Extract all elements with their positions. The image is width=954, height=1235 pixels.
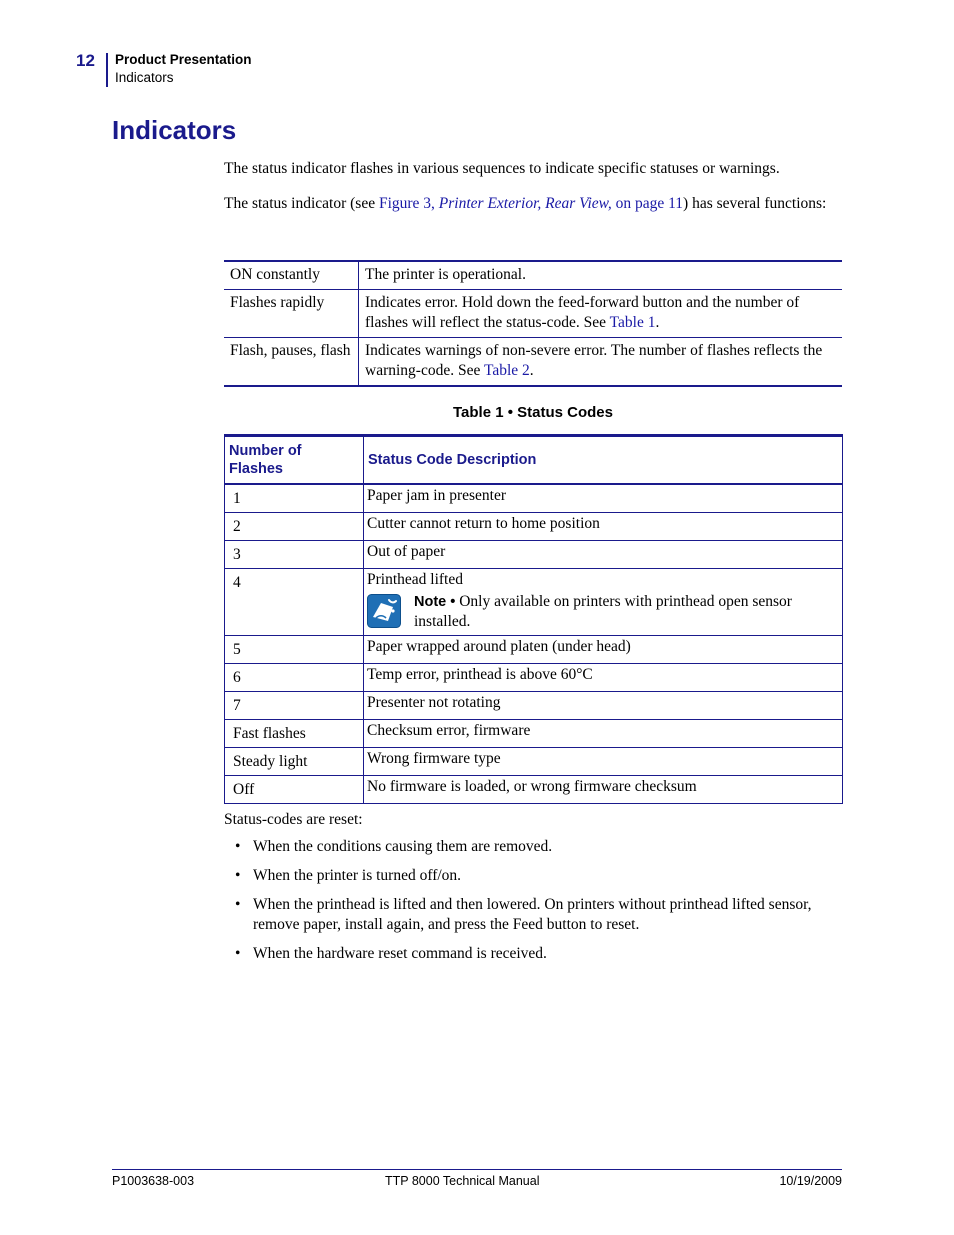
note-hand-icon (367, 594, 401, 628)
status-description: Out of paper (364, 541, 843, 569)
meaning-text: The printer is operational. (365, 266, 526, 283)
table-1-link[interactable]: Table 1 (609, 314, 656, 331)
table-row (225, 776, 843, 804)
reset-intro: Status-codes are reset: (224, 811, 363, 828)
flash-count: 2 (225, 513, 364, 541)
flash-count: 4 (225, 569, 364, 636)
figure-link-label: Figure 3, (378, 195, 439, 212)
status-codes-table (224, 434, 843, 804)
table-row (224, 338, 842, 387)
table-row (224, 290, 842, 338)
table-2-link[interactable]: Table 2 (483, 362, 530, 379)
table-row (225, 692, 843, 720)
flash-count: 5 (225, 636, 364, 664)
meaning-text: Indicates error. Hold down the feed-forward button and the number of flashes will reflect the status-code. See (365, 294, 800, 331)
flash-count: 6 (225, 664, 364, 692)
flash-count: Off (225, 776, 364, 804)
flash-count: 7 (225, 692, 364, 720)
table-row (225, 513, 843, 541)
page-number: 12 (76, 51, 95, 70)
figure-3-link[interactable] (379, 195, 683, 212)
meaning-tail: . (529, 362, 534, 379)
page-title: Indicators (112, 115, 237, 145)
status-description: Checksum error, firmware (364, 720, 843, 748)
note-body: Only available on printers with printhead open sensor installed. (414, 593, 792, 630)
functions-text-before: The status indicator (see (224, 195, 379, 212)
indicator-state: Flashes rapidly (224, 290, 359, 338)
intro-paragraph: The status indicator flashes in various sequences to indicate specific statuses or warnings. (224, 160, 780, 177)
table-row (224, 261, 842, 290)
note-block (367, 592, 838, 632)
functions-text-after: ) has several functions: (683, 195, 827, 212)
list-item: • When the printhead is lifted and then lowered. On printers without printhead lifted sensor, remove paper, install again, and press the Feed button to reset. (224, 895, 844, 935)
status-description: Wrong firmware type (364, 748, 843, 776)
chapter-title: Product Presentation (115, 52, 252, 67)
flash-count: 1 (225, 484, 364, 513)
list-item: • When the printer is turned off/on. (224, 866, 844, 886)
status-description: No firmware is loaded, or wrong firmware checksum (364, 776, 843, 804)
table-row (225, 541, 843, 569)
indicator-meaning (359, 290, 843, 338)
figure-link-page: on page 11 (611, 195, 684, 212)
status-description-text: Printhead lifted (367, 571, 463, 588)
status-description: Cutter cannot return to home position (364, 513, 843, 541)
footer-date: 10/19/2009 (779, 1174, 842, 1188)
table-header-row (225, 436, 843, 485)
section-title: Indicators (115, 70, 174, 85)
header-divider (106, 53, 108, 87)
list-item: • When the hardware reset command is received. (224, 944, 844, 964)
column-header-flashes: Number of Flashes (225, 436, 364, 485)
reset-conditions-list (224, 837, 844, 973)
status-description: Paper jam in presenter (364, 484, 843, 513)
table-row (225, 484, 843, 513)
flash-count: 3 (225, 541, 364, 569)
table-row (225, 569, 843, 636)
indicator-state: ON constantly (224, 261, 359, 290)
table-caption: Table 1 • Status Codes (452, 404, 613, 421)
status-description: Paper wrapped around platen (under head) (364, 636, 843, 664)
note-text (414, 592, 838, 632)
footer-doc-number: P1003638-003 (112, 1174, 195, 1188)
flash-count: Fast flashes (225, 720, 364, 748)
functions-paragraph (224, 194, 834, 214)
status-description: Presenter not rotating (364, 692, 843, 720)
table-row (225, 636, 843, 664)
indicator-meaning (359, 338, 843, 387)
table-row (225, 748, 843, 776)
indicator-state: Flash, pauses, flash (224, 338, 359, 387)
column-header-description: Status Code Description (364, 436, 843, 485)
flash-count: Steady light (225, 748, 364, 776)
table-row (225, 664, 843, 692)
indicator-meaning (359, 261, 843, 290)
footer-divider (112, 1169, 842, 1170)
status-description: Temp error, printhead is above 60°C (364, 664, 843, 692)
status-description (364, 569, 843, 636)
meaning-text: Indicates warnings of non-severe error. The number of flashes reflects the warning-code. See (365, 342, 823, 379)
list-item: • When the conditions causing them are removed. (224, 837, 844, 857)
meaning-tail: . (655, 314, 660, 331)
figure-link-title: Printer Exterior, Rear View, (438, 195, 612, 212)
footer-manual-title: TTP 8000 Technical Manual (385, 1174, 540, 1188)
note-label: Note • (414, 594, 456, 610)
table-row (225, 720, 843, 748)
indicator-functions-table (224, 260, 842, 387)
